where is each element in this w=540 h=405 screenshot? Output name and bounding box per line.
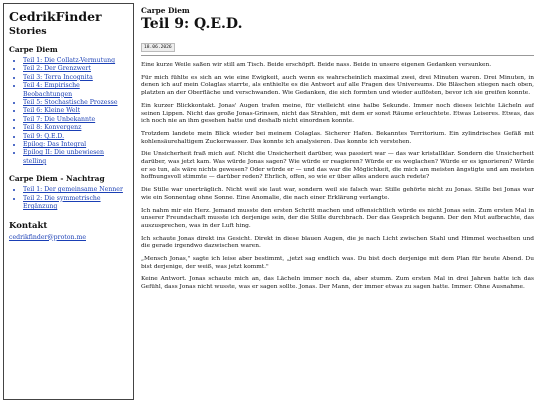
story-body: [141, 62, 534, 292]
chapter-item: [23, 65, 128, 73]
chapter-item: [23, 99, 128, 107]
site-subtitle: Stories: [9, 26, 47, 37]
chapter-item: [23, 57, 128, 65]
chapter-item: [23, 107, 128, 115]
chapter-item: [23, 195, 128, 212]
story-breadcrumb: Carpe Diem: [141, 6, 190, 15]
sidebar: [3, 3, 134, 400]
contact-email-link[interactable]: cedrikfinder@proton.me: [9, 233, 86, 241]
section-heading-carpe-diem: Carpe Diem: [9, 45, 58, 54]
chapter-item: [23, 186, 128, 194]
chapter-item: [23, 149, 128, 166]
nachtrag-link-teil-2[interactable]: Teil 2: Die symmetrische Ergänzung: [23, 194, 101, 211]
story-paragraph: Ein kurzer Blickkontakt. Jonas' Augen trafen meine, für vielleicht eine halbe Sekunde. Immer noch dieses leichte Lächeln auf seinen Lippen. Nicht das große Jonas-Grinsen, nicht das Strahlen, mit dem er sonst Räume erleuchtete. Etwas Leiseres. Etwas, das ich noch nie an ihm gesehen hatte und deshalb nicht einordnen konnte.: [141, 102, 534, 125]
chapter-link-teil-2[interactable]: Teil 2: Der Grenzwert: [23, 65, 91, 73]
story-paragraph: Die Unsicherheit fraß mich auf. Nicht die Unsicherheit darüber, was passiert war — das war kristallklar. Sondern die Unsicherheit darüber, was jetzt kam. Was würde Jonas sagen? Wie würde er reagieren? Würde er es weglachen? Würde er es ignorieren? Würde er so tun, als wäre nichts gewesen? Oder würde er — und das war die Möglichkeit, die mich am meisten ängstigte und am meisten hoffnungsvoll stimmte — darüber reden? Ehrlich, offen, so wie er über alles andere auch redete?: [141, 151, 534, 181]
chapter-link-teil-7[interactable]: Teil 7: Die Unbekannte: [23, 115, 96, 123]
story-paragraph: Für mich fühlte es sich an wie eine Ewigkeit, auch wenn es wahrscheinlich maximal zwei, drei Minuten waren. Drei Minuten, in denen ich auf mein Colaglas starrte, als enthielte es die Antwort auf alle Fragen des Universums. Die Bläschen stiegen nach oben, platzten an der Oberfläche und verschwanden. Wie Gedanken, die sich formten und wieder auflösten, bevor ich sie greifen konnte.: [141, 74, 534, 97]
chapter-item: [23, 124, 128, 132]
chapter-link-teil-3[interactable]: Teil 3: Terra Incognita: [23, 73, 93, 81]
chapter-link-teil-6[interactable]: Teil 6: Kleine Welt: [23, 107, 81, 115]
chapter-link-epilog-2[interactable]: Epilog II: Die unbewiesen stelling: [23, 149, 104, 165]
chapter-link-teil-1[interactable]: Teil 1: Die Collatz-Vermutung: [23, 57, 116, 64]
chapter-item: [23, 133, 128, 141]
main-content: [141, 6, 534, 402]
chapter-item: [23, 116, 128, 124]
chapter-item: [23, 74, 128, 82]
story-paragraph: Ich nahm mir ein Herz. Jemand musste den ersten Schritt machen und offensichtlich würde es nicht Jonas sein. Zum ersten Mal in unserer Freundschaft musste ich derjenige sein, der die Stille durchbrach. Der das Gespräch begann. Der den Mut aufbrachte, das auszusprechen, was in der Luft hing.: [141, 207, 534, 229]
site-title[interactable]: CedrikFinder: [9, 9, 102, 24]
story-paragraph: Die Stille war unerträglich. Nicht weil sie laut war, sondern weil sie falsch war. Stille gehörte nicht zu Jonas. Stille bei Jonas war wie ein Sonnentag ohne Sonne. Eine Anomalie, die nach einer Erklärung verlangte.: [141, 187, 534, 201]
nachtrag-list: [9, 186, 128, 211]
section-heading-nachtrag: Carpe Diem - Nachtrag: [9, 174, 105, 184]
story-paragraph: Keine Antwort. Jonas schaute mich an, das Lächeln immer noch da, aber stumm. Zum ersten Mal in drei Jahren hatte ich das Gefühl, dass Jonas nicht wusste, was er sagen sollte. Jonas. Der Mann, der immer etwas zu sagen hatte. Immer. Ohne Ausnahme.: [141, 276, 534, 291]
story-paragraph: Trotzdem landete mein Blick wieder bei meinem Colaglas. Sicherer Hafen. Bekanntes Territorium. Ein zylindrisches Gefäß mit kohlensäurehaltigem Zuckerwasser. Das konnte ich analysieren. Das konnte ich verstehen.: [141, 130, 534, 145]
chapter-link-teil-5[interactable]: Teil 5: Stochastische Prozesse: [23, 99, 118, 107]
chapter-link-epilog[interactable]: Epilog: Das Integral: [23, 141, 87, 149]
chapter-link-teil-8[interactable]: Teil 8: Konvergenz: [23, 124, 82, 132]
page-title: Teil 9: Q.E.D.: [141, 16, 243, 32]
title-divider: [141, 55, 534, 56]
story-paragraph: „Mensch Jonas," sagte ich leise aber bestimmt, „jetzt sag endlich was. Du bist doch derjenige mit dem Plan für heute Abend. Du bist derjenige, der weiß, was jetzt kommt.": [141, 256, 534, 270]
story-paragraph: Ich schaute Jonas direkt ins Gesicht. Direkt in diese blauen Augen, die je nach Licht zwischen Stahl und Himmel wechselten und die gerade irgendwo dazwischen waren.: [141, 235, 534, 250]
publish-date: 18.06.2026: [141, 43, 175, 52]
nachtrag-link-teil-1[interactable]: Teil 1: Der gemeinsame Nenner: [23, 186, 123, 194]
chapter-link-teil-9[interactable]: Teil 9: Q.E.D.: [23, 132, 65, 140]
story-paragraph: Eine kurze Weile saßen wir still am Tisch. Beide erschöpft. Beide nass. Beide in unsere eigenen Gedanken versunken.: [141, 62, 492, 68]
chapter-list: [9, 57, 128, 166]
contact-heading: Kontakt: [9, 220, 48, 231]
chapter-item: [23, 141, 128, 149]
chapter-item: [23, 82, 128, 99]
chapter-link-teil-4[interactable]: Teil 4: Empirische Beobachtungen: [23, 82, 80, 98]
